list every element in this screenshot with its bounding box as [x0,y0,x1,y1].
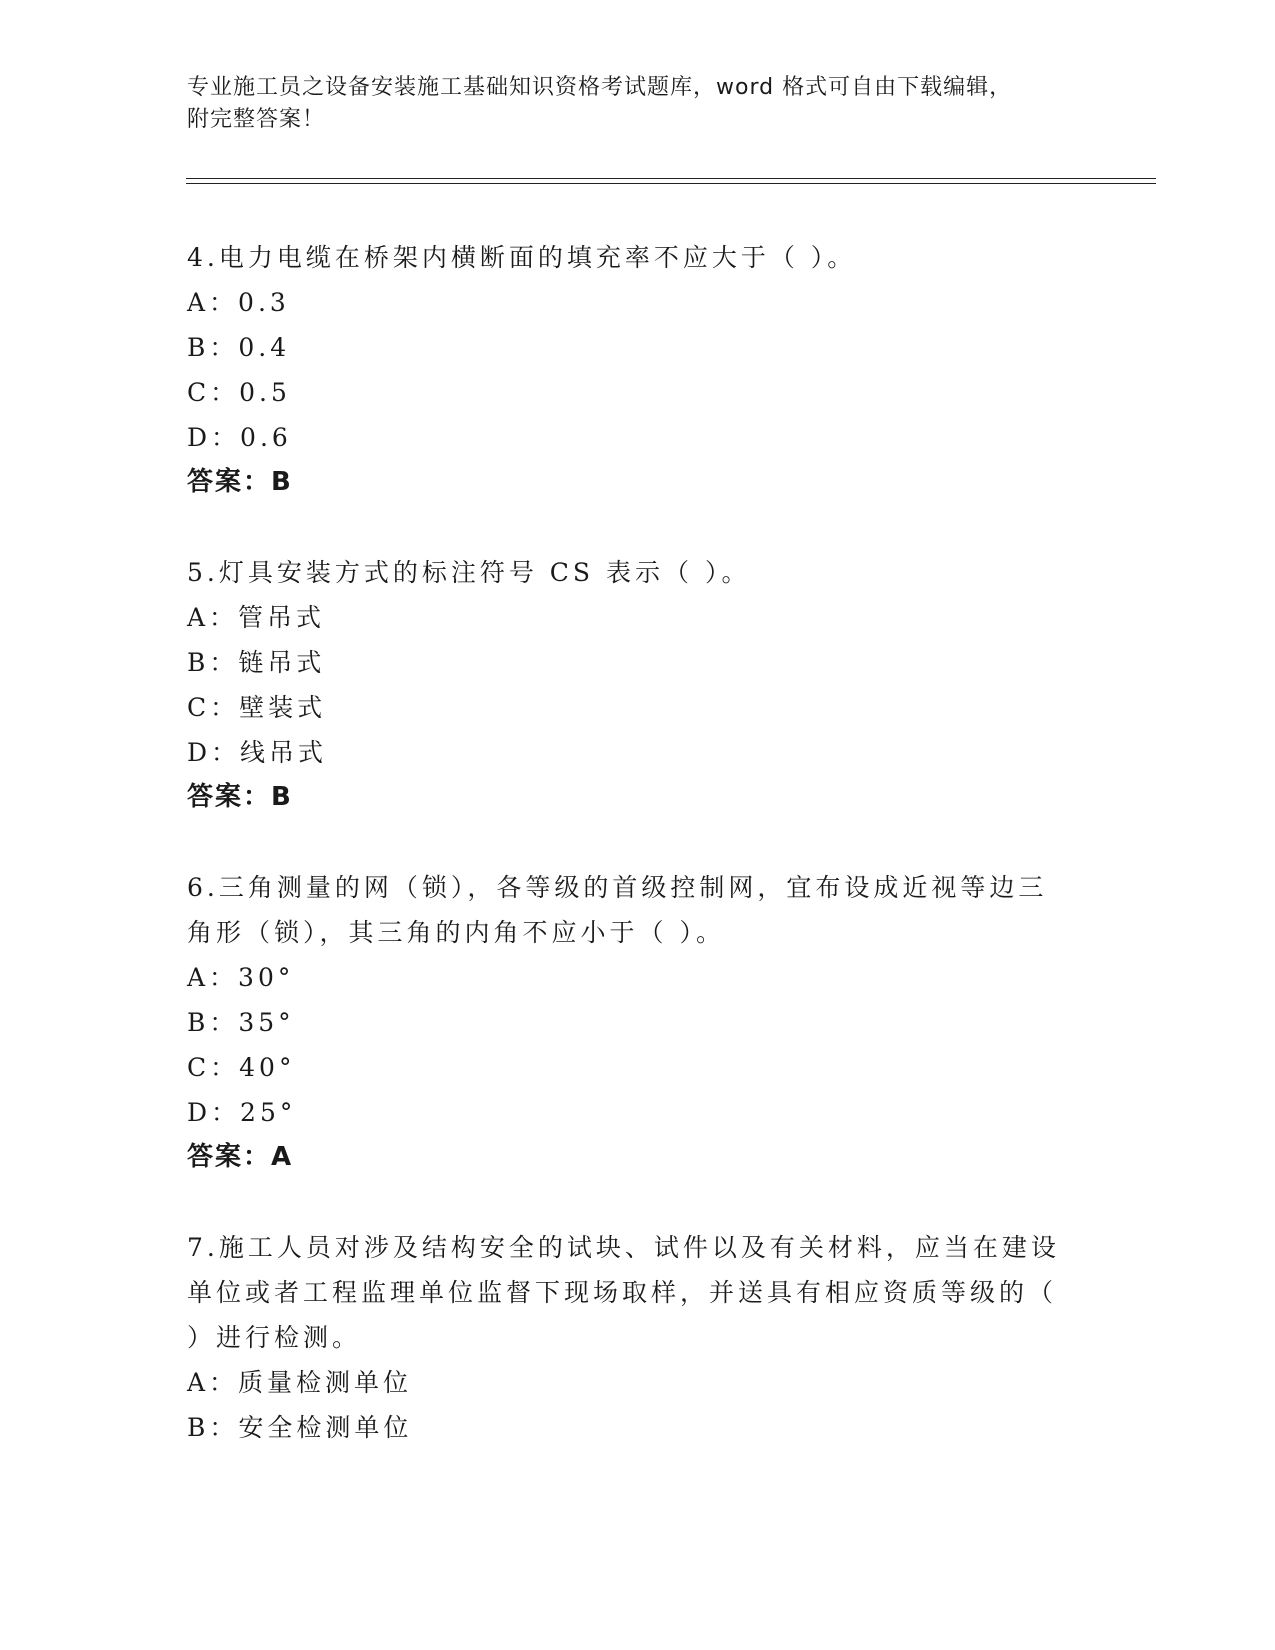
question-7-stem-line-1: 7.施工人员对涉及结构安全的试块、试件以及有关材料，应当在建设 [187,1233,1060,1262]
question-6-option-c: C：40° [187,1053,296,1082]
question-5-option-c: C：壁装式 [187,693,327,722]
question-4-answer: 答案：B [187,467,293,497]
question-7-option-b: B：安全检测单位 [187,1413,413,1442]
question-6-option-d: D：25° [187,1098,297,1127]
question-5-answer: 答案：B [187,782,293,812]
header-divider-top [186,178,1156,179]
question-6-stem-line-1: 6.三角测量的网（锁），各等级的首级控制网，宜布设成近视等边三 [187,873,1048,902]
question-7-stem-line-2: 单位或者工程监理单位监督下现场取样，并送具有相应资质等级的（ [187,1278,1058,1307]
header-divider-bottom [186,183,1156,184]
question-6-option-b: B：35° [187,1008,295,1037]
question-4-option-c: C：0.5 [187,378,291,407]
question-6-stem-line-2: 角形（锁），其三角的内角不应小于（ ）。 [187,918,725,947]
question-4-option-d: D：0.6 [187,423,292,452]
question-7-option-a: A：质量检测单位 [187,1368,413,1397]
question-4-option-b: B：0.4 [187,333,291,362]
question-4-option-a: A：0.3 [187,288,290,317]
header-line-2: 附完整答案！ [187,107,326,132]
question-5-stem: 5.灯具安装方式的标注符号 CS 表示（ ）。 [187,558,751,587]
header-line-1: 专业施工员之设备安装施工基础知识资格考试题库，word 格式可自由下载编辑， [187,75,1013,100]
question-4-stem: 4.电力电缆在桥架内横断面的填充率不应大于（ ）。 [187,243,857,272]
document-header [187,72,1087,136]
question-5-option-b: B：链吊式 [187,648,326,677]
question-6-option-a: A：30° [187,963,295,992]
question-6-answer: 答案：A [187,1142,294,1172]
question-5-option-d: D：线吊式 [187,738,328,767]
question-7-stem-line-3: ）进行检测。 [187,1323,362,1352]
question-5-option-a: A：管吊式 [187,603,326,632]
